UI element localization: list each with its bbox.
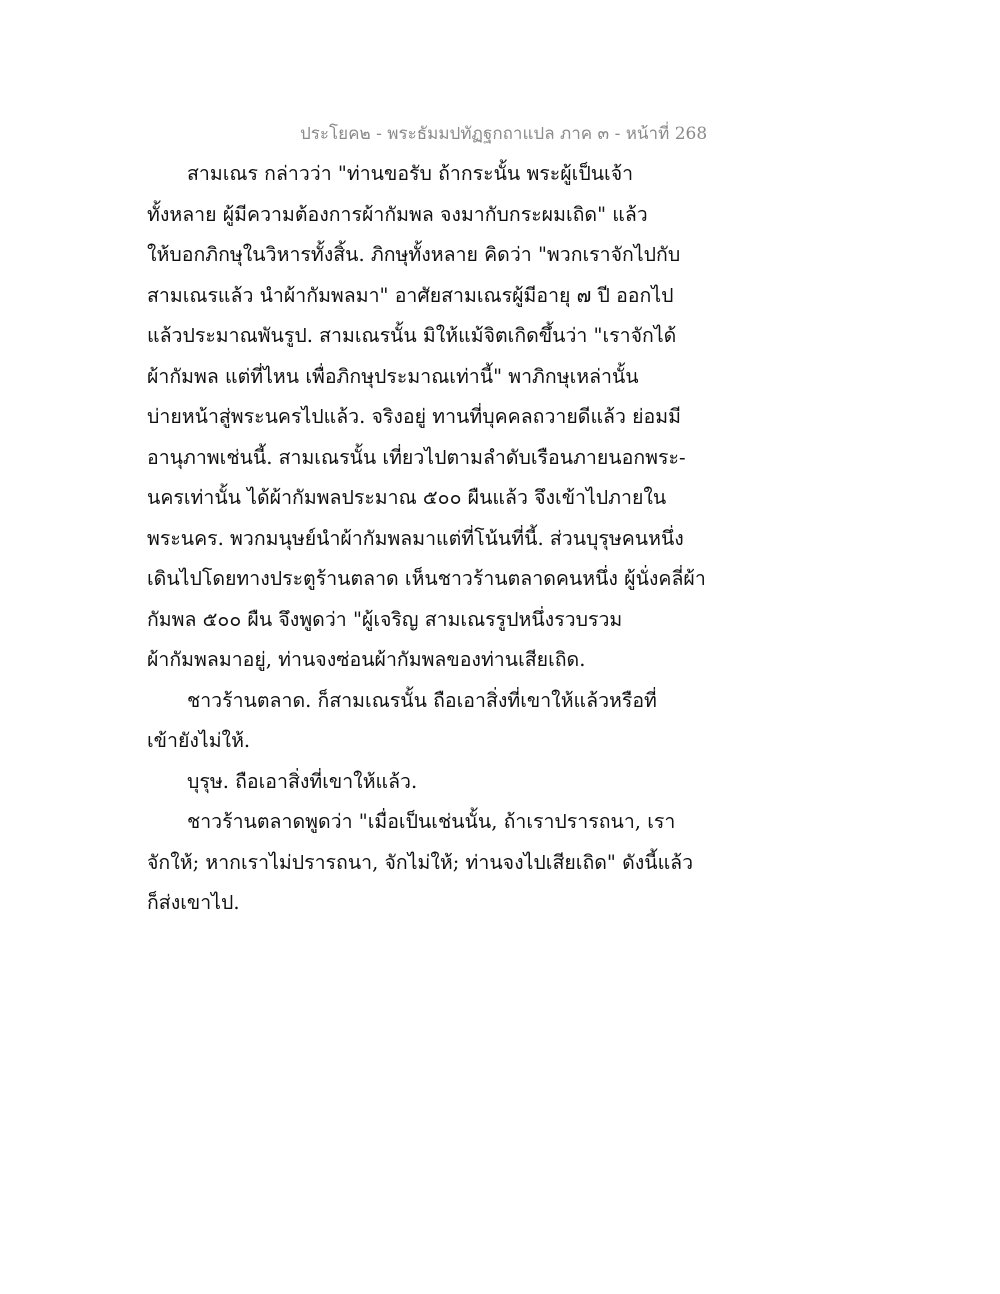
text-line: บ่ายหน้าสู่พระนครไปแล้ว. จริงอยู่ ทานที่บุคคลถวายดีแล้ว ย่อมมี [147, 405, 681, 428]
body-text [147, 154, 707, 924]
text-line: เข้ายังไม่ให้. [147, 729, 251, 752]
text-line: ให้บอกภิกษุในวิหารทั้งสิ้น. ภิกษุทั้งหลาย คิดว่า "พวกเราจักไปกับ [147, 243, 681, 266]
text-line: กัมพล ๕๐๐ ผืน จึงพูดว่า "ผู้เจริญ สามเณรรูปหนึ่งรวบรวม [147, 607, 623, 631]
text-line: แล้วประมาณพันรูป. สามเณรนั้น มิให้แม้จิตเกิดขึ้นว่า "เราจักได้ [147, 324, 677, 347]
text-line: ผ้ากัมพล แต่ที่ไหน เพื่อภิกษุประมาณเท่านี้" พาภิกษุเหล่านั้น [147, 364, 639, 388]
text-line: อานุภาพเช่นนี้. สามเณรนั้น เที่ยวไปตามลำดับเรือนภายนอกพระ- [147, 445, 686, 469]
text-line: ก็ส่งเขาไป. [147, 891, 240, 914]
text-line: เดินไปโดยทางประตูร้านตลาด เห็นชาวร้านตลาดคนหนึ่ง ผู้นั่งคลี่ผ้า [147, 567, 706, 590]
text-line: ชาวร้านตลาดพูดว่า "เมื่อเป็นเช่นนั้น, ถ้าเราปรารถนา, เรา [187, 810, 676, 833]
text-line: จักให้; หากเราไม่ปรารถนา, จักไม่ให้; ท่านจงไปเสียเถิด" ดังนี้แล้ว [147, 850, 694, 874]
text-line: บุรุษ. ถือเอาสิ่งที่เขาให้แล้ว. [187, 769, 418, 793]
text-line: สามเณรแล้ว นำผ้ากัมพลมา" อาศัยสามเณรผู้มีอายุ ๗ ปี ออกไป [147, 283, 674, 307]
text-line: ทั้งหลาย ผู้มีความต้องการผ้ากัมพล จงมากับกระผมเถิด" แล้ว [147, 202, 648, 226]
text-line: พระนคร. พวกมนุษย์นำผ้ากัมพลมาแต่ที่โน้นที่นี้. ส่วนบุรุษคนหนึ่ง [147, 526, 684, 550]
text-line: ชาวร้านตลาด. ก็สามเณรนั้น ถือเอาสิ่งที่เขาให้แล้วหรือที่ [187, 688, 657, 712]
text-line: สามเณร กล่าวว่า "ท่านขอรับ ถ้ากระนั้น พระผู้เป็นเจ้า [187, 162, 634, 185]
text-line: นครเท่านั้น ได้ผ้ากัมพลประมาณ ๕๐๐ ผืนแล้ว จึงเข้าไปภายใน [147, 486, 667, 509]
running-header: ประโยค๒ - พระธัมมปทัฏฐกถาแปล ภาค ๓ - หน้าที่ 268 [300, 124, 708, 144]
text-line: ผ้ากัมพลมาอยู่, ท่านจงซ่อนผ้ากัมพลของท่านเสียเถิด. [147, 648, 586, 671]
